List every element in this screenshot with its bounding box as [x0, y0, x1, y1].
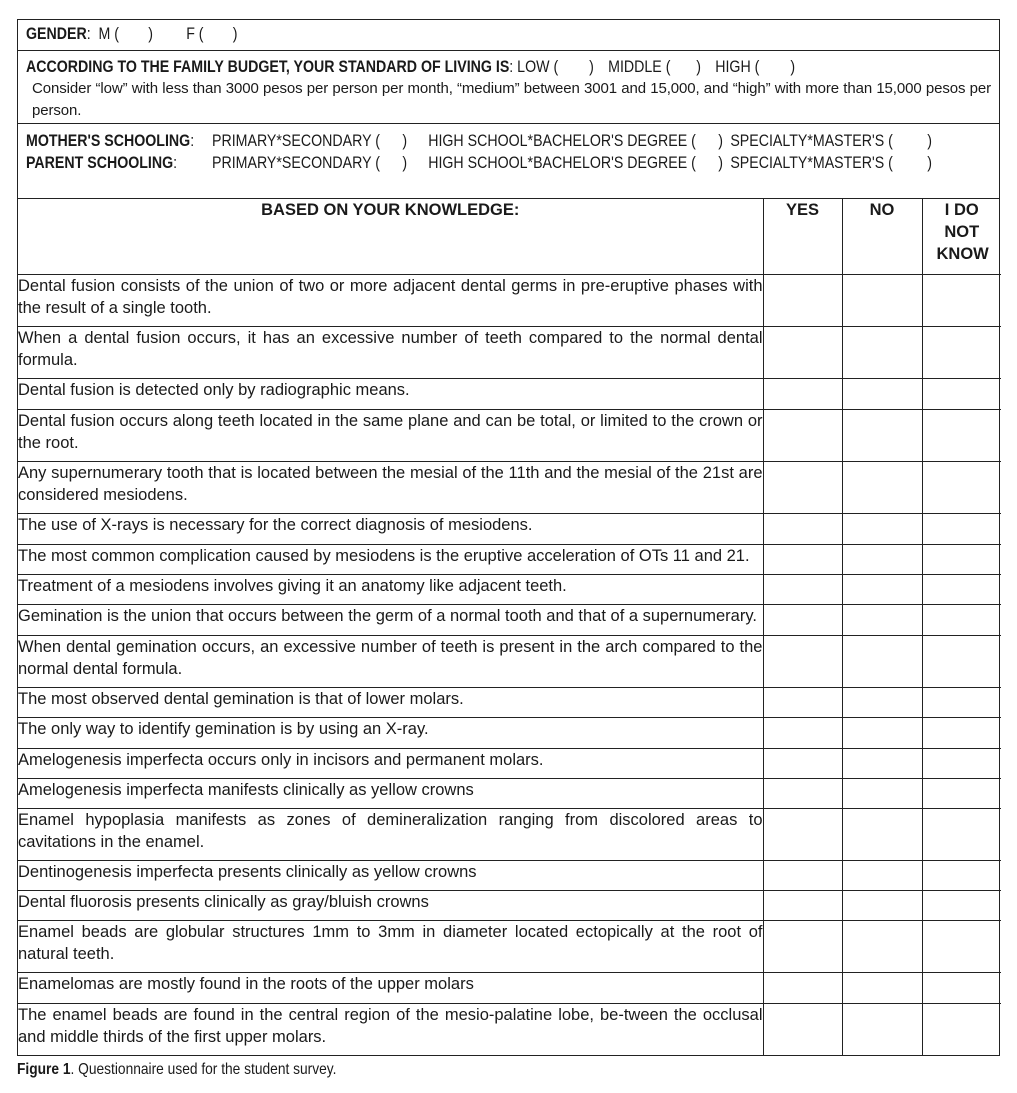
- budget-low-close: ): [589, 58, 594, 76]
- schooling-section: [18, 124, 999, 199]
- yes-cell[interactable]: [763, 513, 842, 544]
- yes-cell[interactable]: [763, 1003, 842, 1055]
- budget-middle-option[interactable]: MIDDLE (: [608, 58, 671, 76]
- statement-text: When dental gemination occurs, an excessive number of teeth is present in the arch compared to the normal dental formula.: [18, 635, 763, 687]
- table-row: [18, 635, 1001, 687]
- yes-cell[interactable]: [763, 808, 842, 860]
- no-cell[interactable]: [842, 513, 922, 544]
- budget-low-option[interactable]: LOW (: [517, 58, 559, 76]
- statement-text: Dental fusion consists of the union of two or more adjacent dental germs in pre-eruptive phases with the result of a single tooth.: [18, 274, 763, 326]
- parent-schooling-row: PARENT SCHOOLING: PRIMARY*SECONDARY ( ) HIGH SCHOOL*BACHELOR'S DEGREE ( ) SPECIALTY*MASTER'S ( ): [26, 154, 932, 172]
- table-row: [18, 274, 1001, 326]
- statement-text: The most observed dental gemination is that of lower molars.: [18, 687, 763, 717]
- yes-cell[interactable]: [763, 920, 842, 972]
- table-row: [18, 687, 1001, 717]
- no-cell[interactable]: [842, 748, 922, 778]
- no-cell[interactable]: [842, 635, 922, 687]
- no-cell[interactable]: [842, 860, 922, 890]
- table-row: [18, 972, 1001, 1003]
- no-cell[interactable]: [842, 717, 922, 748]
- parent-schooling-label: PARENT SCHOOLING: [26, 154, 174, 172]
- budget-high-close: ): [790, 58, 796, 76]
- table-header-row: [18, 199, 1001, 274]
- table-row: [18, 544, 1001, 574]
- table-row: [18, 860, 1001, 890]
- parent-opt-highschool-close: ): [718, 154, 723, 172]
- table-row: [18, 890, 1001, 920]
- dont-know-cell[interactable]: [922, 808, 1001, 860]
- dont-know-cell[interactable]: [922, 972, 1001, 1003]
- knowledge-table: [18, 199, 1001, 1055]
- table-row: [18, 808, 1001, 860]
- gender-male-option[interactable]: M (: [98, 25, 120, 43]
- gender-line: GENDER: M ( ) F ( ): [26, 25, 238, 43]
- statement-text: Enamelomas are mostly found in the roots of the upper molars: [18, 972, 763, 1003]
- questionnaire-form: [17, 19, 1000, 1056]
- yes-cell[interactable]: [763, 748, 842, 778]
- budget-label: ACCORDING TO THE FAMILY BUDGET, YOUR STANDARD OF LIVING IS: [26, 58, 510, 76]
- dont-know-cell[interactable]: [922, 748, 1001, 778]
- yes-cell[interactable]: [763, 604, 842, 635]
- table-row: [18, 748, 1001, 778]
- budget-section: [18, 51, 999, 124]
- no-cell[interactable]: [842, 544, 922, 574]
- yes-cell[interactable]: [763, 890, 842, 920]
- dont-know-cell[interactable]: [922, 1003, 1001, 1055]
- column-header-statement: BASED ON YOUR KNOWLEDGE:: [18, 199, 763, 274]
- statement-text: Treatment of a mesiodens involves giving it an anatomy like adjacent teeth.: [18, 574, 763, 604]
- no-cell[interactable]: [842, 274, 922, 326]
- figure-label: Figure 1: [17, 1061, 71, 1078]
- yes-cell[interactable]: [763, 378, 842, 409]
- dont-know-cell[interactable]: [922, 274, 1001, 326]
- dont-know-cell[interactable]: [922, 326, 1001, 378]
- no-cell[interactable]: [842, 890, 922, 920]
- yes-cell[interactable]: [763, 635, 842, 687]
- parent-opt-specialty-close: ): [927, 154, 932, 172]
- table-row: [18, 717, 1001, 748]
- budget-high-option[interactable]: HIGH (: [715, 58, 760, 76]
- mother-schooling-row: MOTHER'S SCHOOLING: PRIMARY*SECONDARY ( ) HIGH SCHOOL*BACHELOR'S DEGREE ( ) SPECIALTY*MASTER'S ( ): [26, 132, 932, 150]
- mother-schooling-label: MOTHER'S SCHOOLING: [26, 132, 191, 150]
- dont-know-cell[interactable]: [922, 860, 1001, 890]
- yes-cell[interactable]: [763, 274, 842, 326]
- gender-male-close: ): [148, 25, 154, 43]
- dont-know-cell[interactable]: [922, 574, 1001, 604]
- statement-text: Amelogenesis imperfecta manifests clinically as yellow crowns: [18, 778, 763, 808]
- no-cell[interactable]: [842, 574, 922, 604]
- budget-note: Consider “low” with less than 3000 pesos per person per month, “medium” between 3001 and 15,000, and “high” with more than 15,000 pesos per person.: [32, 80, 991, 119]
- column-header-no: NO: [842, 199, 922, 274]
- figure-caption-text: . Questionnaire used for the student survey.: [70, 1061, 337, 1078]
- yes-cell[interactable]: [763, 860, 842, 890]
- table-body: [18, 274, 1001, 1055]
- no-cell[interactable]: [842, 920, 922, 972]
- parent-opt-highschool[interactable]: HIGH SCHOOL*BACHELOR'S DEGREE (: [428, 154, 696, 172]
- statement-text: Any supernumerary tooth that is located between the mesial of the 11th and the mesial of the 21st are considered mesiodens.: [18, 461, 763, 513]
- yes-cell[interactable]: [763, 574, 842, 604]
- column-header-dont-know: I DO NOT KNOW: [922, 199, 1001, 274]
- dont-know-cell[interactable]: [922, 409, 1001, 461]
- no-cell[interactable]: [842, 687, 922, 717]
- no-cell[interactable]: [842, 808, 922, 860]
- yes-cell[interactable]: [763, 687, 842, 717]
- parent-opt-specialty[interactable]: SPECIALTY*MASTER'S (: [730, 154, 893, 172]
- table-row: [18, 326, 1001, 378]
- table-row: [18, 574, 1001, 604]
- table-row: [18, 920, 1001, 972]
- no-cell[interactable]: [842, 326, 922, 378]
- dont-know-cell[interactable]: [922, 635, 1001, 687]
- table-row: [18, 409, 1001, 461]
- statement-text: Amelogenesis imperfecta occurs only in incisors and permanent molars.: [18, 748, 763, 778]
- dont-know-cell[interactable]: [922, 920, 1001, 972]
- dont-know-cell[interactable]: [922, 513, 1001, 544]
- no-cell[interactable]: [842, 1003, 922, 1055]
- statement-text: Gemination is the union that occurs between the germ of a normal tooth and that of a supernumerary.: [18, 604, 763, 635]
- gender-label: GENDER: [26, 25, 87, 43]
- yes-cell[interactable]: [763, 717, 842, 748]
- statement-text: The most common complication caused by mesiodens is the eruptive acceleration of OTs 11 and 21.: [18, 544, 763, 574]
- dont-know-cell[interactable]: [922, 378, 1001, 409]
- mother-opt-specialty[interactable]: SPECIALTY*MASTER'S (: [730, 132, 893, 150]
- yes-cell[interactable]: [763, 972, 842, 1003]
- yes-cell[interactable]: [763, 409, 842, 461]
- gender-female-option[interactable]: F (: [186, 25, 204, 43]
- mother-opt-primary-close: ): [402, 132, 408, 150]
- statement-text: The use of X-rays is necessary for the correct diagnosis of mesiodens.: [18, 513, 763, 544]
- table-row: [18, 604, 1001, 635]
- table-row: [18, 378, 1001, 409]
- yes-cell[interactable]: [763, 326, 842, 378]
- table-row: [18, 1003, 1001, 1055]
- statement-text: Dental fluorosis presents clinically as gray/bluish crowns: [18, 890, 763, 920]
- parent-opt-primary-close: ): [402, 154, 408, 172]
- mother-opt-highschool-close: ): [718, 132, 723, 150]
- figure-caption: [17, 1061, 388, 1079]
- statement-text: Dental fusion is detected only by radiographic means.: [18, 378, 763, 409]
- yes-cell[interactable]: [763, 778, 842, 808]
- statement-text: The enamel beads are found in the central region of the mesio-palatine lobe, be-tween the occlusal and middle thirds of the first upper molars.: [18, 1003, 763, 1055]
- dont-know-cell[interactable]: [922, 687, 1001, 717]
- statement-text: The only way to identify gemination is by using an X-ray.: [18, 717, 763, 748]
- table-row: [18, 513, 1001, 544]
- statement-text: Dental fusion occurs along teeth located in the same plane and can be total, or limited to the crown or the root.: [18, 409, 763, 461]
- no-cell[interactable]: [842, 972, 922, 1003]
- statement-text: Dentinogenesis imperfecta presents clinically as yellow crowns: [18, 860, 763, 890]
- no-cell[interactable]: [842, 409, 922, 461]
- dont-know-cell[interactable]: [922, 544, 1001, 574]
- no-cell[interactable]: [842, 604, 922, 635]
- yes-cell[interactable]: [763, 461, 842, 513]
- dont-know-cell[interactable]: [922, 717, 1001, 748]
- statement-text: Enamel beads are globular structures 1mm to 3mm in diameter located ectopically at the root of natural teeth.: [18, 920, 763, 972]
- dont-know-cell[interactable]: [922, 604, 1001, 635]
- gender-section: [18, 20, 999, 51]
- table-row: [18, 778, 1001, 808]
- no-cell[interactable]: [842, 778, 922, 808]
- statement-text: Enamel hypoplasia manifests as zones of demineralization ranging from discolored areas to cavitations in the enamel.: [18, 808, 763, 860]
- parent-opt-primary[interactable]: PRIMARY*SECONDARY (: [212, 154, 380, 172]
- budget-middle-close: ): [696, 58, 701, 76]
- mother-opt-highschool[interactable]: HIGH SCHOOL*BACHELOR'S DEGREE (: [428, 132, 696, 150]
- no-cell[interactable]: [842, 461, 922, 513]
- dont-know-cell[interactable]: [922, 778, 1001, 808]
- statement-text: When a dental fusion occurs, it has an excessive number of teeth compared to the normal dental formula.: [18, 326, 763, 378]
- table-row: [18, 461, 1001, 513]
- mother-opt-primary[interactable]: PRIMARY*SECONDARY (: [212, 132, 380, 150]
- dont-know-cell[interactable]: [922, 461, 1001, 513]
- mother-opt-specialty-close: ): [927, 132, 932, 150]
- no-cell[interactable]: [842, 378, 922, 409]
- column-header-yes: YES: [763, 199, 842, 274]
- gender-female-close: ): [232, 25, 238, 43]
- dont-know-cell[interactable]: [922, 890, 1001, 920]
- budget-question: ACCORDING TO THE FAMILY BUDGET, YOUR STANDARD OF LIVING IS: LOW ( ) MIDDLE ( ) HIGH ( ): [26, 58, 796, 76]
- yes-cell[interactable]: [763, 544, 842, 574]
